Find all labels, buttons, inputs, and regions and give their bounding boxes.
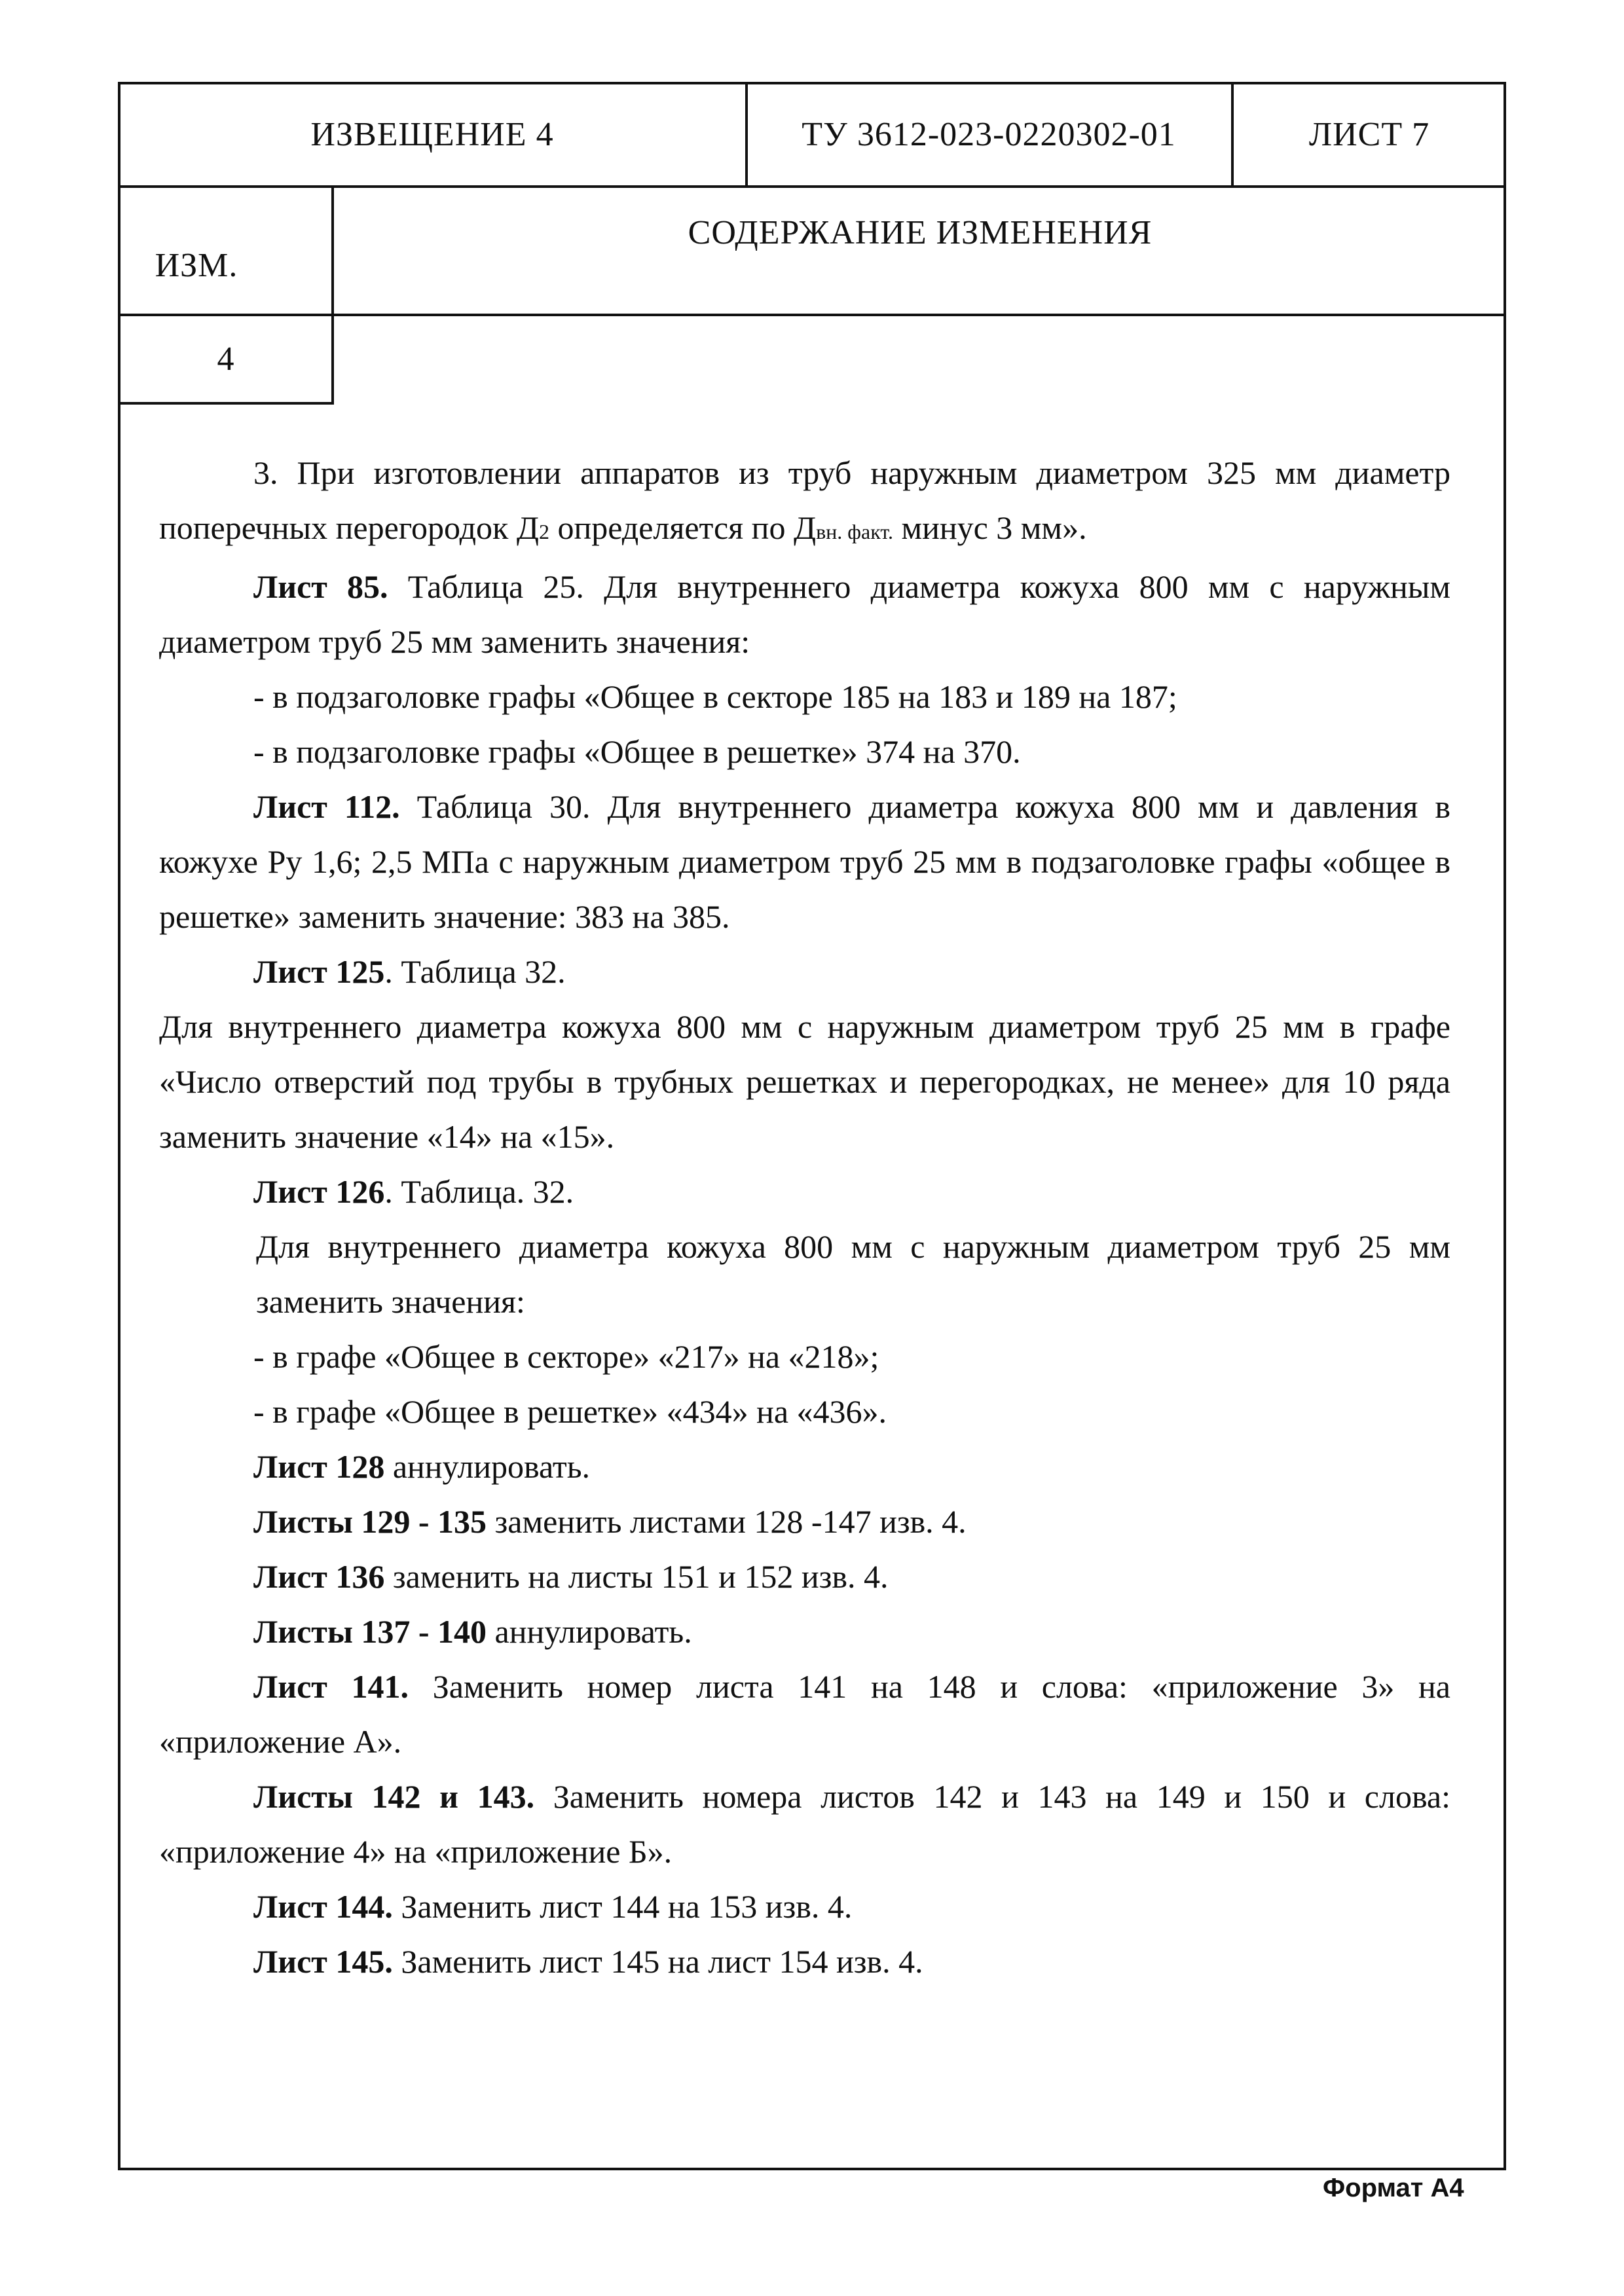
- paragraph-list-128: Лист 128 аннулировать.: [253, 1448, 591, 1485]
- content-heading: СОДЕРЖАНИЕ ИЗМЕНЕНИЯ: [688, 213, 1153, 251]
- izm-label: ИЗМ.: [155, 246, 238, 284]
- paragraph-list-137-140: Листы 137 - 140 аннулировать.: [253, 1613, 692, 1650]
- paragraph-list-144: Лист 144. Заменить лист 144 на 153 изв. 4.: [253, 1888, 853, 1925]
- paragraph-list-125: Лист 125. Таблица 32.: [253, 953, 566, 990]
- paragraph-diameter: Для внутреннего диаметра кожуха 800 мм с наружным диаметром труб 25 мм заменить значения:: [256, 1228, 1450, 1320]
- paragraph-dash-3: - в графе «Общее в секторе» «217» на «218»;: [253, 1338, 879, 1375]
- paragraph-table-32: Для внутреннего диаметра кожуха 800 мм с наружным диаметром труб 25 мм в графе «Число отверстий под трубы в трубных решетках и перегородках, не менее» для 10 ряда заменить значение «14» на «15».: [159, 1008, 1450, 1155]
- paragraph-list-85: Лист 85. Таблица 25. Для внутреннего диаметра кожуха 800 мм с наружным диаметром труб 25 мм заменить значения:: [159, 568, 1450, 660]
- sheet-number: ЛИСТ 7: [1308, 115, 1430, 153]
- notice-title: ИЗВЕЩЕНИЕ 4: [310, 115, 554, 153]
- paragraph-dash-2: - в подзаголовке графы «Общее в решетке» 374 на 370.: [253, 733, 1021, 770]
- doc-code: ТУ 3612-023-0220302-01: [802, 115, 1176, 153]
- paragraph-list-112: Лист 112. Таблица 30. Для внутреннего диаметра кожуха 800 мм и давления в кожухе Ру 1,6; 2,5 МПа с наружным диаметром труб 25 мм в подзаголовке графы «общее в решетке» заменить значение: 383 на 385.: [159, 788, 1450, 935]
- paragraph-dash-1: - в подзаголовке графы «Общее в секторе 185 на 183 и 189 на 187;: [253, 678, 1177, 715]
- paragraph-1: 3. При изготовлении аппаратов из труб наружным диаметром 325 мм диаметр поперечных перегородок Д2 определяется по Двн. факт. минус 3 мм».: [159, 454, 1450, 546]
- change-content: [159, 445, 1450, 1989]
- format-label: Формат А4: [1323, 2174, 1464, 2202]
- paragraph-list-142-143: Листы 142 и 143. Заменить номера листов 142 и 143 на 149 и 150 и слова: «приложение 4» на «приложение Б».: [159, 1778, 1450, 1870]
- izm-value: 4: [217, 340, 235, 378]
- paragraph-list-126: Лист 126. Таблица. 32.: [253, 1173, 574, 1210]
- paragraph-list-145: Лист 145. Заменить лист 145 на лист 154 изв. 4.: [253, 1943, 923, 1980]
- izm-cell-bottom: [118, 402, 334, 405]
- paragraph-list-136: Лист 136 заменить на листы 151 и 152 изв. 4.: [253, 1558, 889, 1595]
- paragraph-dash-4: - в графе «Общее в решетке» «434» на «436».: [253, 1393, 887, 1430]
- paragraph-list-129-135: Листы 129 - 135 заменить листами 128 -147 изв. 4.: [253, 1503, 967, 1540]
- paragraph-list-141: Лист 141. Заменить номер листа 141 на 148 и слова: «приложение 3» на «приложение А».: [159, 1668, 1451, 1760]
